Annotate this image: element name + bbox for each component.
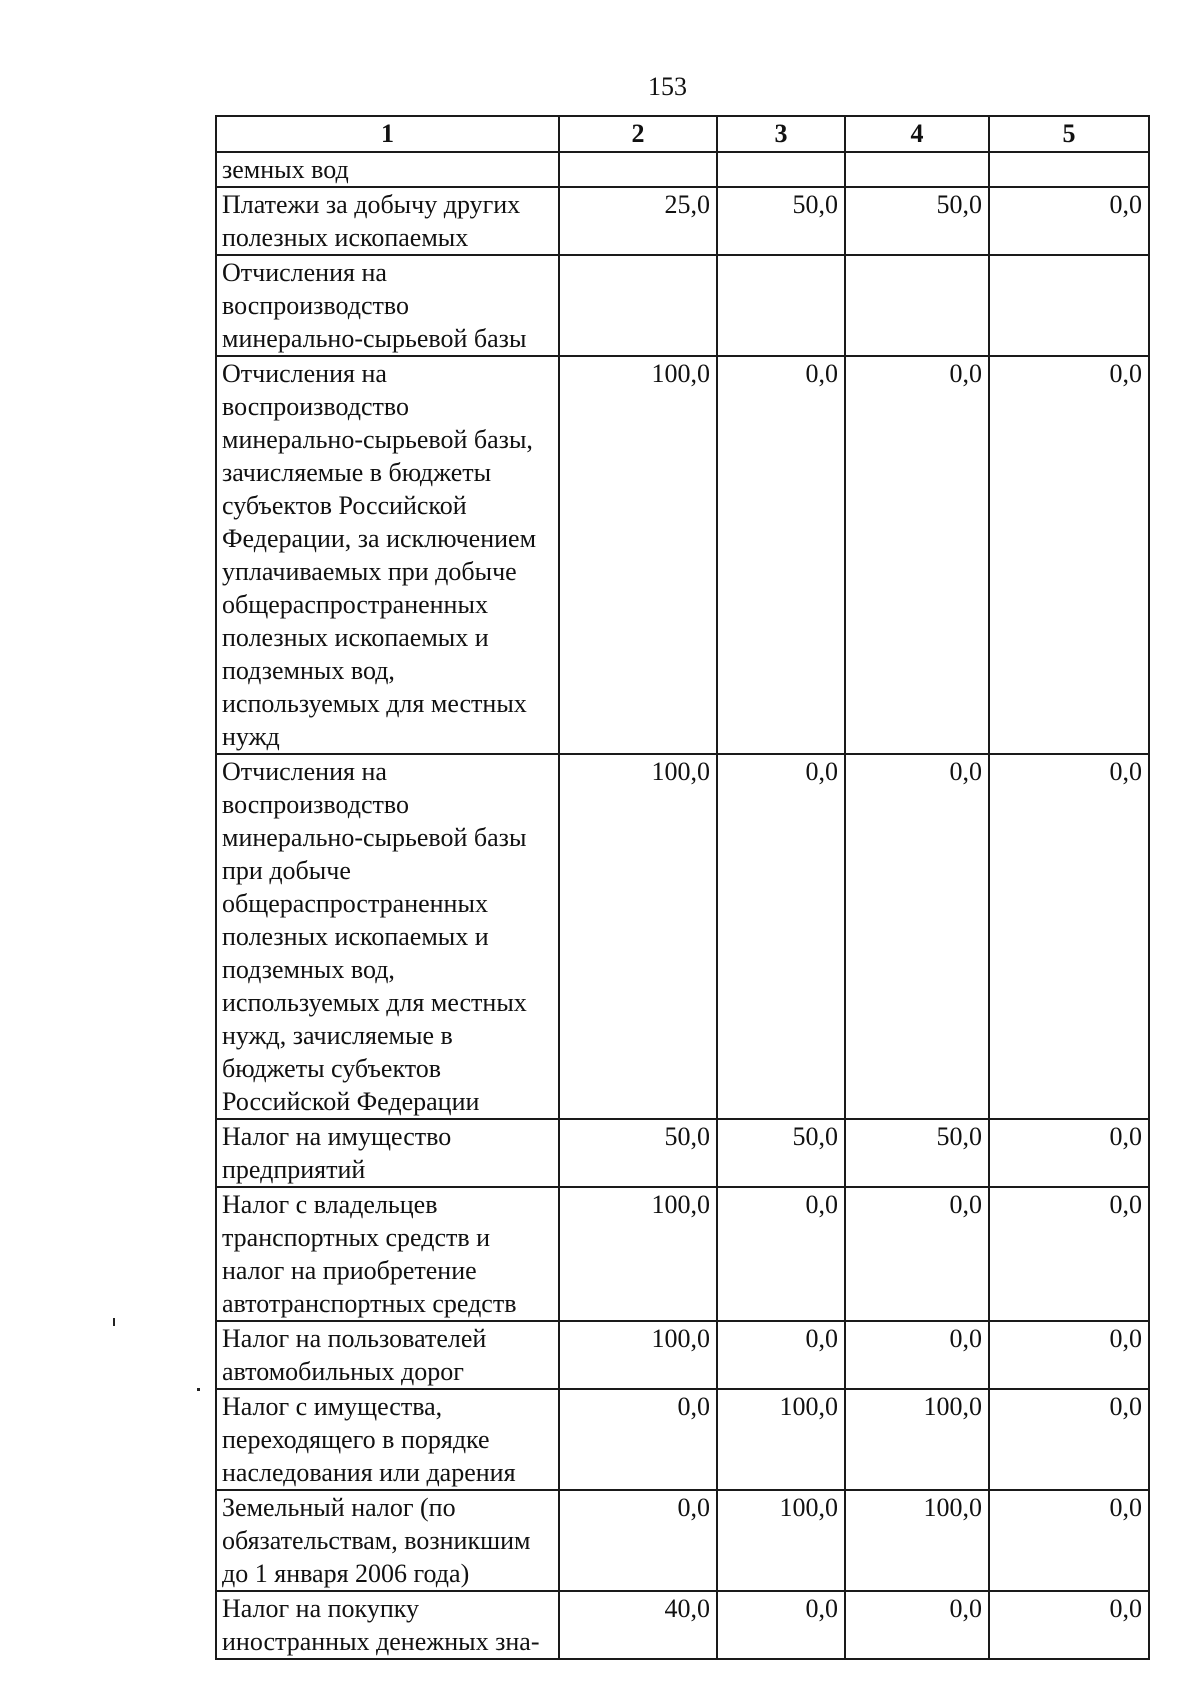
column-header: 4 (845, 116, 989, 152)
row-value: 0,0 (845, 1321, 989, 1389)
row-value: 0,0 (989, 356, 1149, 754)
row-value: 0,0 (559, 1389, 717, 1490)
row-value: 0,0 (845, 1591, 989, 1659)
row-value (989, 152, 1149, 187)
table-row (216, 1591, 1149, 1659)
row-value: 0,0 (989, 1389, 1149, 1490)
row-value: 50,0 (717, 1119, 845, 1187)
row-name: Налог с имущества, переходящего в порядке наследования или дарения (216, 1389, 559, 1490)
budget-table (215, 115, 1150, 1660)
table-row (216, 1187, 1149, 1321)
row-value: 50,0 (717, 187, 845, 255)
column-header: 1 (216, 116, 559, 152)
table-header-row (216, 116, 1149, 152)
scan-speck (113, 1318, 115, 1326)
row-value: 0,0 (559, 1490, 717, 1591)
row-value: 50,0 (559, 1119, 717, 1187)
row-value: 0,0 (989, 1187, 1149, 1321)
row-value: 0,0 (845, 1187, 989, 1321)
row-name: Налог с владельцев транспортных средств и налог на приобретение автотранспортных средств (216, 1187, 559, 1321)
row-value: 100,0 (559, 754, 717, 1119)
row-name: Отчисления на воспроизводство минерально-сырьевой базы, зачисляемые в бюджеты субъектов Российской Федерации, за исключением уплачиваемых при добыче общераспространенных полезных ископаемых и подземных вод, используемых для местных нужд (216, 356, 559, 754)
row-value (717, 255, 845, 356)
page-number: 153 (648, 72, 687, 101)
row-value: 0,0 (989, 1591, 1149, 1659)
row-name: Налог на имущество предприятий (216, 1119, 559, 1187)
row-value: 50,0 (845, 187, 989, 255)
row-value: 25,0 (559, 187, 717, 255)
row-value: 100,0 (559, 1321, 717, 1389)
column-header: 2 (559, 116, 717, 152)
row-value (717, 152, 845, 187)
table-row (216, 1490, 1149, 1591)
row-name: Отчисления на воспроизводство минерально-сырьевой базы при добыче общераспространенных полезных ископаемых и подземных вод, используемых для местных нужд, зачисляемые в бюджеты субъектов Российской Федерации (216, 754, 559, 1119)
row-value (845, 255, 989, 356)
row-name: Земельный налог (по обязательствам, возникшим до 1 января 2006 года) (216, 1490, 559, 1591)
table-row (216, 1119, 1149, 1187)
row-name: Отчисления на воспроизводство минерально-сырьевой базы (216, 255, 559, 356)
column-header: 3 (717, 116, 845, 152)
row-value: 40,0 (559, 1591, 717, 1659)
row-value: 0,0 (845, 356, 989, 754)
row-name: Налог на покупку иностранных денежных зна- (216, 1591, 559, 1659)
row-value: 100,0 (717, 1490, 845, 1591)
row-value: 0,0 (845, 754, 989, 1119)
row-name: Налог на пользователей автомобильных дорог (216, 1321, 559, 1389)
table-row (216, 152, 1149, 187)
row-name: земных вод (216, 152, 559, 187)
row-value: 0,0 (717, 356, 845, 754)
table-row (216, 187, 1149, 255)
table-row (216, 255, 1149, 356)
row-value: 0,0 (989, 187, 1149, 255)
table-row (216, 754, 1149, 1119)
row-value: 0,0 (717, 1591, 845, 1659)
table-row (216, 1389, 1149, 1490)
row-value: 100,0 (717, 1389, 845, 1490)
table-row (216, 356, 1149, 754)
column-header: 5 (989, 116, 1149, 152)
table-row (216, 1321, 1149, 1389)
row-value: 50,0 (845, 1119, 989, 1187)
row-value: 0,0 (989, 1321, 1149, 1389)
row-value (845, 152, 989, 187)
row-value: 0,0 (717, 1321, 845, 1389)
row-value (559, 152, 717, 187)
row-name: Платежи за добычу других полезных ископаемых (216, 187, 559, 255)
row-value: 100,0 (559, 356, 717, 754)
scan-speck (197, 1388, 200, 1391)
row-value: 0,0 (717, 754, 845, 1119)
row-value: 100,0 (559, 1187, 717, 1321)
row-value (989, 255, 1149, 356)
row-value: 0,0 (717, 1187, 845, 1321)
row-value: 0,0 (989, 1119, 1149, 1187)
row-value: 0,0 (989, 754, 1149, 1119)
row-value: 100,0 (845, 1389, 989, 1490)
row-value: 100,0 (845, 1490, 989, 1591)
row-value (559, 255, 717, 356)
row-value: 0,0 (989, 1490, 1149, 1591)
